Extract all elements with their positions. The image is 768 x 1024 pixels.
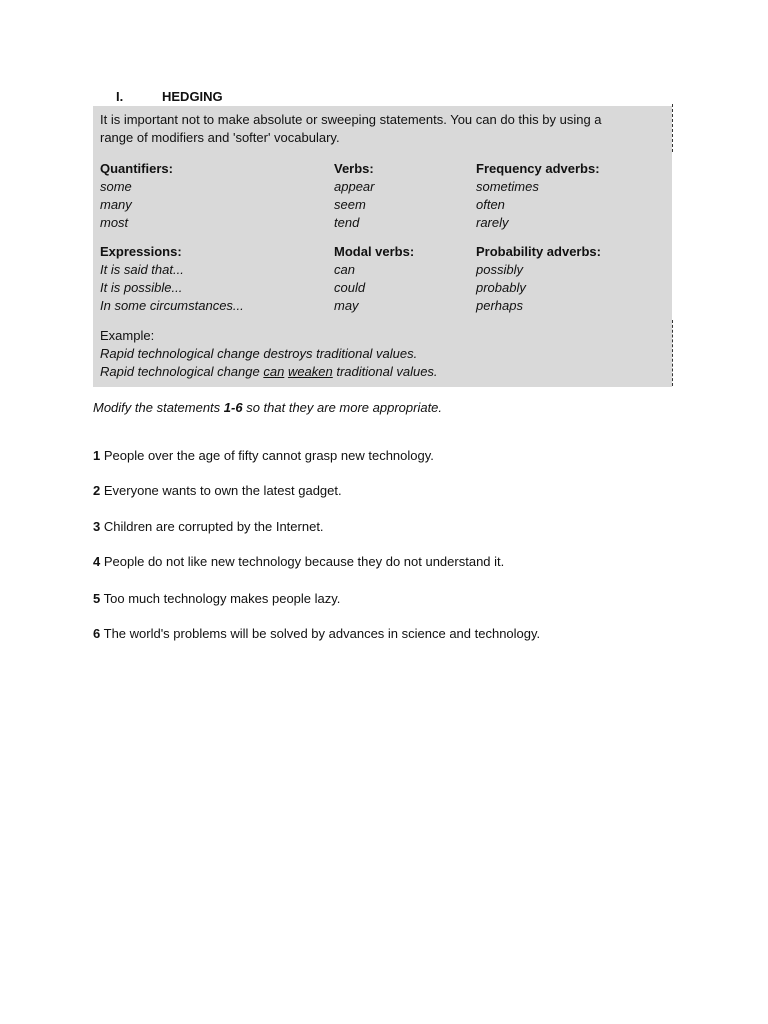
- example-line: Rapid technological change destroys traditional values.: [100, 346, 418, 361]
- instruction-text: Modify the statements: [93, 400, 224, 415]
- intro-text: [100, 111, 666, 147]
- statement-item: [93, 553, 504, 571]
- group-item: can: [334, 262, 355, 277]
- probability-adverbs-group: [476, 243, 601, 315]
- statement-text: Everyone wants to own the latest gadget.: [103, 483, 342, 498]
- statement-text: Too much technology makes people lazy.: [103, 591, 341, 606]
- statement-number: 1: [93, 448, 101, 463]
- exercise-instruction: [93, 399, 442, 417]
- group-item: sometimes: [476, 179, 539, 194]
- group-item: often: [476, 197, 505, 212]
- verbs-group: [334, 160, 374, 232]
- group-item: seem: [334, 197, 366, 212]
- group-item: appear: [334, 179, 375, 194]
- group-item: could: [334, 280, 366, 295]
- frequency-adverbs-group: [476, 160, 600, 232]
- example-label: Example:: [100, 328, 155, 343]
- statement-text: People do not like new technology because they do not understand it.: [103, 554, 505, 569]
- hedging-info-box: [93, 106, 672, 387]
- group-item: many: [100, 197, 132, 212]
- section-number: I.: [116, 89, 124, 104]
- group-item: may: [334, 298, 359, 313]
- underlined-word: weaken: [287, 364, 333, 379]
- statement-number: 2: [93, 483, 101, 498]
- group-item: possibly: [476, 262, 523, 277]
- section-heading: [116, 88, 223, 106]
- group-item: perhaps: [476, 298, 523, 313]
- group-item: probably: [476, 280, 526, 295]
- statement-text: The world's problems will be solved by advances in science and technology.: [103, 626, 541, 641]
- statement-number: 4: [93, 554, 101, 569]
- example-line: [100, 363, 438, 381]
- group-heading: Probability adverbs:: [476, 244, 601, 259]
- group-item: some: [100, 179, 132, 194]
- box-border-mark: [672, 104, 673, 152]
- group-heading: Expressions:: [100, 244, 182, 259]
- statement-item: [93, 590, 340, 608]
- group-item: most: [100, 215, 129, 230]
- group-item: It is said that...: [100, 262, 184, 277]
- example-text: Rapid technological change: [100, 364, 264, 379]
- statement-number: 3: [93, 519, 101, 534]
- quantifiers-group: [100, 160, 173, 232]
- example-block: [100, 327, 438, 381]
- instruction-range: 1-6: [223, 400, 243, 415]
- modal-verbs-group: [334, 243, 414, 315]
- intro-line: range of modifiers and 'softer' vocabulary.: [100, 130, 340, 145]
- box-border-mark: [672, 320, 673, 386]
- statement-item: [93, 447, 434, 465]
- underlined-word: can: [263, 364, 285, 379]
- statement-text: Children are corrupted by the Internet.: [103, 519, 324, 534]
- statement-item: [93, 625, 540, 643]
- group-heading: Frequency adverbs:: [476, 161, 600, 176]
- group-heading: Quantifiers:: [100, 161, 173, 176]
- group-item: rarely: [476, 215, 509, 230]
- statement-text: People over the age of fifty cannot grasp new technology.: [103, 448, 434, 463]
- group-heading: Verbs:: [334, 161, 374, 176]
- statement-number: 6: [93, 626, 101, 641]
- section-title: HEDGING: [162, 89, 223, 104]
- group-item: In some circumstances...: [100, 298, 244, 313]
- group-item: tend: [334, 215, 360, 230]
- instruction-text: so that they are more appropriate.: [242, 400, 443, 415]
- statement-item: [93, 518, 324, 536]
- group-item: It is possible...: [100, 280, 183, 295]
- example-text: traditional values.: [332, 364, 438, 379]
- group-heading: Modal verbs:: [334, 244, 415, 259]
- statement-item: [93, 482, 342, 500]
- intro-line: It is important not to make absolute or sweeping statements. You can do this by using a: [100, 112, 602, 127]
- statement-number: 5: [93, 591, 101, 606]
- expressions-group: [100, 243, 244, 315]
